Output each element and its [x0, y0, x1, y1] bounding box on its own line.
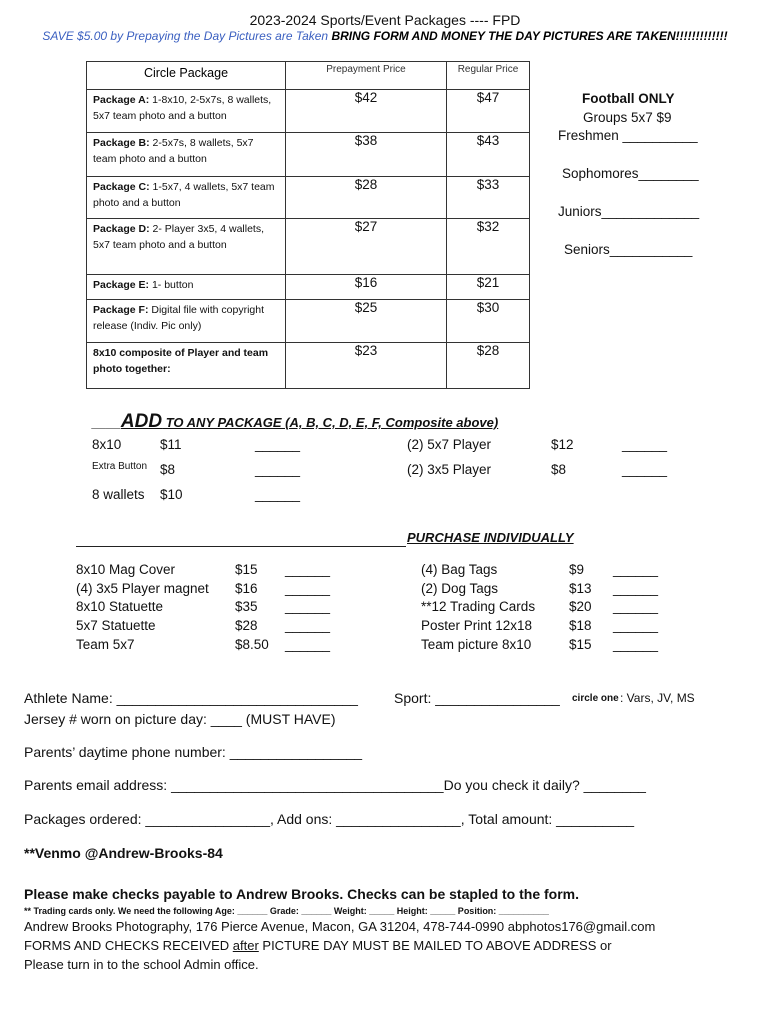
addons-title — [92, 411, 498, 433]
addon-price: $8 — [551, 462, 567, 477]
package-desc: 1- button — [149, 279, 194, 291]
regular-price: $33 — [447, 177, 530, 219]
individual-price: $8.50 — [235, 637, 269, 652]
package-row-e[interactable] — [87, 275, 530, 300]
business-address: Andrew Brooks Photography, 176 Pierce Avenue, Macon, GA 31204, 478-744-0990 abphotos176@gmail.com — [24, 919, 656, 934]
save-note-text: SAVE $5.00 by Prepaying the Day Pictures are Taken — [42, 29, 329, 43]
individual-blank[interactable]: ______ — [613, 581, 659, 596]
individual-blank[interactable]: ______ — [285, 581, 331, 596]
addon-item: Extra Button — [92, 461, 148, 472]
prepay-price: $27 — [286, 219, 447, 275]
package-row-a[interactable] — [87, 90, 530, 133]
prepay-price: $42 — [286, 90, 447, 133]
package-desc: Digital file with copyright release (Indiv. Pic only) — [93, 304, 264, 332]
package-desc: 1-5x7, 4 wallets, 5x7 team photo and a button — [93, 181, 275, 209]
package-name: Package A: — [93, 94, 150, 106]
football-groups: Groups 5x7 $9 — [583, 110, 672, 125]
addon-blank[interactable]: ______ — [255, 487, 301, 502]
package-name: Package D: — [93, 223, 150, 235]
page-title: 2023-2024 Sports/Event Packages ---- FPD — [249, 12, 521, 28]
individual-price: $15 — [569, 637, 592, 652]
header-circle-package: Circle Package — [87, 62, 286, 90]
addon-item: 8 wallets — [92, 487, 145, 502]
individual-item: Team 5x7 — [76, 637, 135, 652]
individual-item: 8x10 Mag Cover — [76, 562, 176, 577]
addons-prefix: ____ — [92, 415, 121, 430]
regular-price: $28 — [447, 343, 530, 389]
email-field[interactable]: Parents email address: ___________________________________Do you check it daily? ________ — [24, 777, 646, 793]
individual-blank[interactable]: ______ — [285, 637, 331, 652]
individual-item: Team picture 8x10 — [421, 637, 532, 652]
regular-price: $32 — [447, 219, 530, 275]
individual-price: $9 — [569, 562, 585, 577]
regular-price: $43 — [447, 133, 530, 177]
addon-item: 8x10 — [92, 437, 122, 452]
addon-blank[interactable]: ______ — [622, 462, 668, 477]
package-row-b[interactable] — [87, 133, 530, 177]
individual-title: PURCHASE INDIVIDUALLY — [407, 530, 574, 545]
individual-price: $20 — [569, 599, 592, 614]
orders-field[interactable]: Packages ordered: ________________, Add ons: ________________, Total amount: __________ — [24, 811, 635, 827]
divider-line — [76, 546, 406, 547]
trading-card-note[interactable]: ** Trading cards only. We need the following Age: ______ Grade: ______ Weight: _____ Height: _____ Position: __________ — [24, 906, 549, 916]
package-name: Package C: — [93, 181, 150, 193]
received-note — [24, 938, 612, 953]
sophomores-field[interactable]: Sophomores________ — [562, 166, 699, 181]
individual-price: $18 — [569, 618, 592, 633]
freshmen-field[interactable]: Freshmen __________ — [558, 128, 698, 143]
prepay-price: $16 — [286, 275, 447, 300]
addon-price: $8 — [160, 462, 176, 477]
individual-price: $15 — [235, 562, 258, 577]
phone-field[interactable]: Parents’ daytime phone number: _________________ — [24, 744, 363, 760]
individual-price: $28 — [235, 618, 258, 633]
package-name: 8x10 composite of Player and team photo together: — [93, 347, 269, 375]
addons-title-text: TO ANY PACKAGE (A, B, C, D, E, F, Composite above) — [162, 415, 499, 430]
addon-price: $10 — [160, 487, 183, 502]
individual-item: Poster Print 12x18 — [421, 618, 533, 633]
addon-blank[interactable]: ______ — [255, 437, 301, 452]
jersey-field[interactable]: Jersey # worn on picture day: ____ (MUST HAVE) — [24, 711, 336, 727]
venmo-handle: **Venmo @Andrew-Brooks-84 — [24, 845, 223, 861]
individual-item: (4) Bag Tags — [421, 562, 498, 577]
individual-item: (4) 3x5 Player magnet — [76, 581, 209, 596]
package-name: Package F: — [93, 304, 149, 316]
addon-blank[interactable]: ______ — [622, 437, 668, 452]
received-post: PICTURE DAY MUST BE MAILED TO ABOVE ADDRESS or — [258, 938, 612, 953]
individual-blank[interactable]: ______ — [285, 562, 331, 577]
package-desc: 2- Player 3x5, 4 wallets, 5x7 team photo and a button — [93, 223, 265, 251]
individual-price: $16 — [235, 581, 258, 596]
football-title: Football ONLY — [582, 91, 675, 106]
addon-blank[interactable]: ______ — [255, 462, 301, 477]
header-regular-price: Regular Price — [447, 62, 530, 90]
received-pre: FORMS AND CHECKS RECEIVED — [24, 938, 233, 953]
individual-item: 5x7 Statuette — [76, 618, 156, 633]
addons-add: ADD — [120, 411, 163, 432]
seniors-field[interactable]: Seniors___________ — [564, 242, 693, 257]
turn-in-note: Please turn in to the school Admin office. — [24, 957, 259, 972]
individual-blank[interactable]: ______ — [285, 599, 331, 614]
prepay-price: $28 — [286, 177, 447, 219]
package-name: Package E: — [93, 279, 150, 291]
athlete-name-field[interactable]: Athlete Name: _______________________________ — [24, 690, 358, 706]
regular-price: $47 — [447, 90, 530, 133]
addon-price: $11 — [160, 437, 182, 452]
save-note — [0, 29, 770, 43]
package-desc: 1-8x10, 2-5x7s, 8 wallets, 5x7 team photo and a button — [93, 94, 272, 122]
individual-item: **12 Trading Cards — [421, 599, 536, 614]
received-after: after — [232, 938, 259, 953]
circle-one-label: circle one — [572, 693, 619, 704]
juniors-field[interactable]: Juniors_____________ — [558, 204, 700, 219]
prepay-price: $23 — [286, 343, 447, 389]
addon-item: (2) 5x7 Player — [407, 437, 492, 452]
prepay-price: $38 — [286, 133, 447, 177]
individual-price: $13 — [569, 581, 592, 596]
individual-blank[interactable]: ______ — [613, 562, 659, 577]
individual-item: 8x10 Statuette — [76, 599, 164, 614]
packages-table — [86, 61, 530, 389]
bring-note-text: BRING FORM AND MONEY THE DAY PICTURES ARE TAKEN!!!!!!!!!!!!! — [331, 29, 728, 43]
individual-blank[interactable]: ______ — [613, 618, 659, 633]
individual-blank[interactable]: ______ — [613, 637, 659, 652]
prepay-price: $25 — [286, 300, 447, 343]
individual-price: $35 — [235, 599, 258, 614]
regular-price: $30 — [447, 300, 530, 343]
addon-price: $12 — [551, 437, 574, 452]
package-row-c[interactable] — [87, 177, 530, 219]
package-row-d[interactable] — [87, 219, 530, 275]
package-name: Package B: — [93, 137, 150, 149]
header-prepayment-price: Prepayment Price — [286, 62, 447, 90]
package-desc: 2-5x7s, 8 wallets, 5x7 team photo and a button — [93, 137, 254, 165]
checks-note: Please make checks payable to Andrew Brooks. Checks can be stapled to the form. — [24, 886, 580, 902]
regular-price: $21 — [447, 275, 530, 300]
sport-field[interactable]: Sport: ________________ — [394, 690, 560, 706]
individual-blank[interactable]: ______ — [285, 618, 331, 633]
individual-blank[interactable]: ______ — [613, 599, 659, 614]
package-row-f[interactable] — [87, 300, 530, 343]
level-options[interactable]: : Vars, JV, MS — [620, 691, 695, 705]
addon-item: (2) 3x5 Player — [407, 462, 492, 477]
package-row-composite[interactable] — [87, 343, 530, 389]
individual-item: (2) Dog Tags — [421, 581, 499, 596]
